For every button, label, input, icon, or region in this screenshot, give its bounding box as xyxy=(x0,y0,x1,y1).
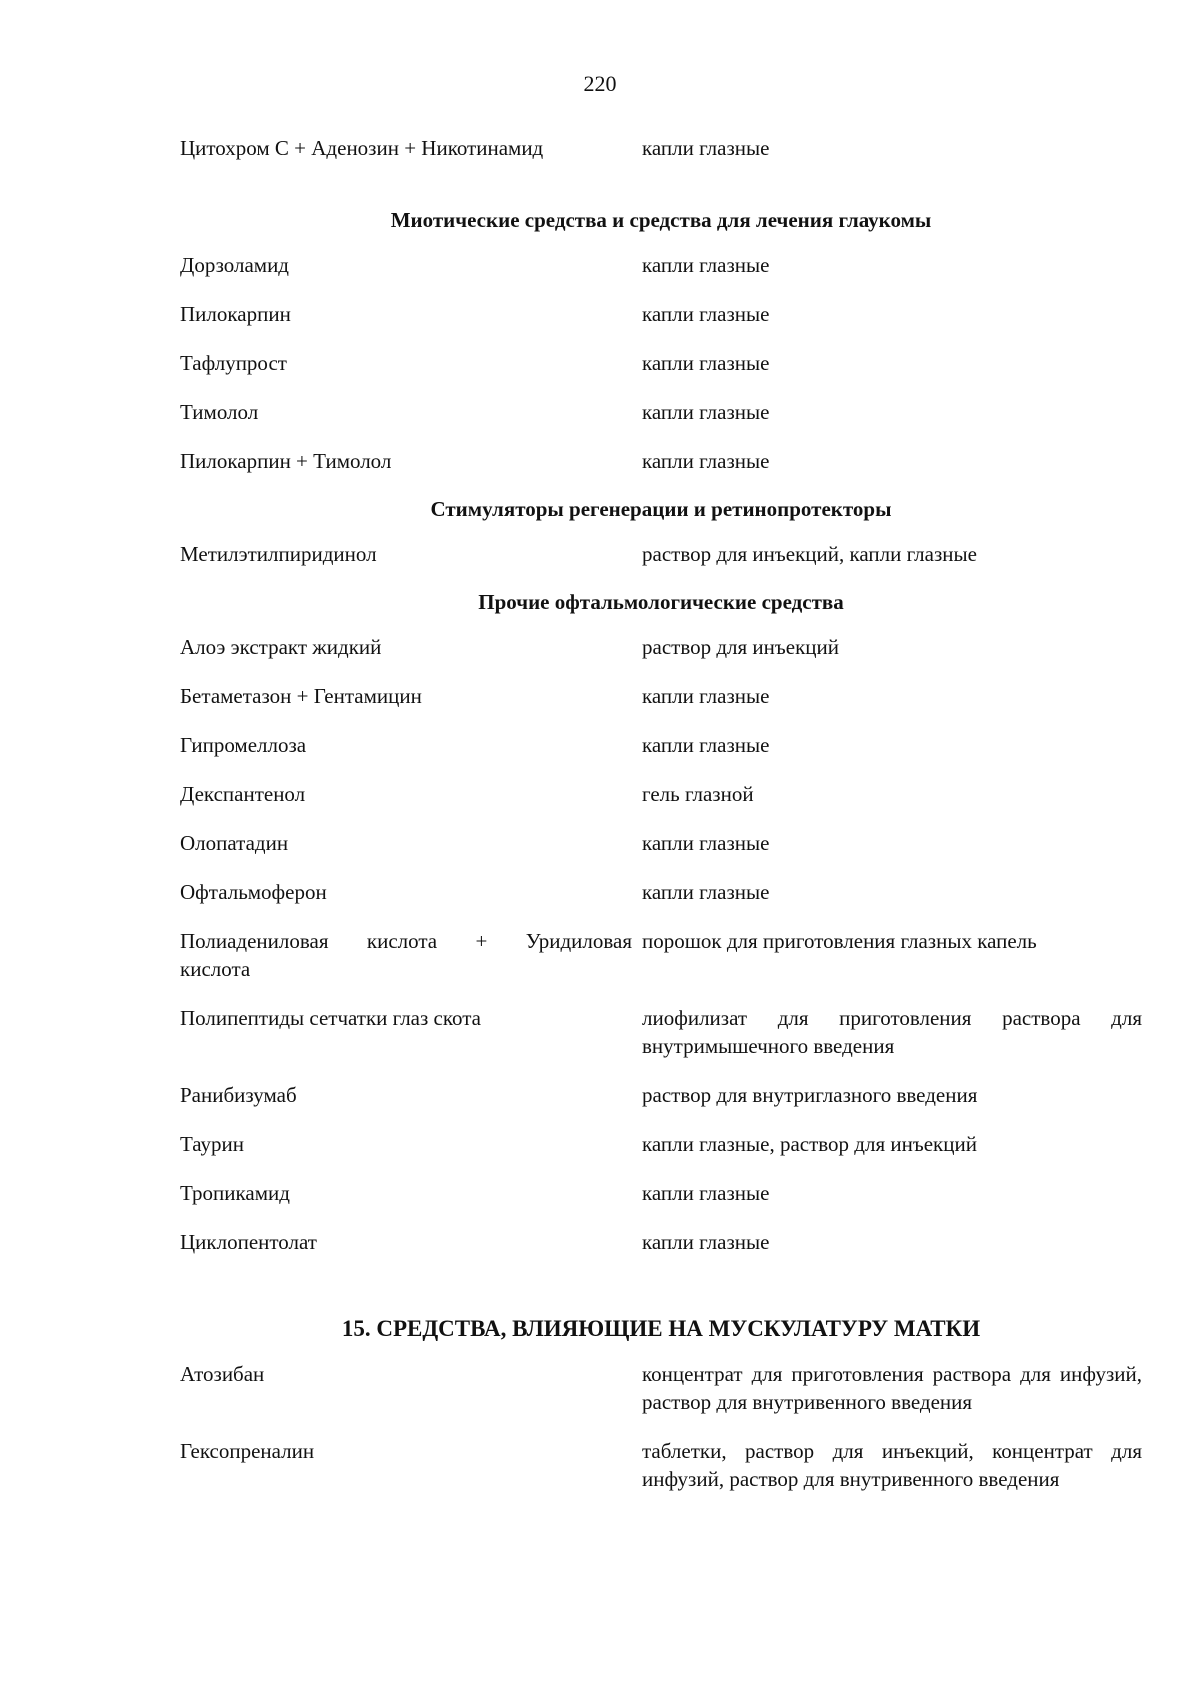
drug-row xyxy=(180,633,1142,661)
drug-name: Метилэтилпиридинол xyxy=(180,542,377,566)
drug-name: Гипромеллоза xyxy=(180,733,307,757)
drug-name: Полипептиды сетчатки глаз скота xyxy=(180,1006,481,1030)
drug-row xyxy=(180,927,1142,983)
drug-name: Декспантенол xyxy=(180,782,306,806)
drug-name: Ранибизумаб xyxy=(180,1083,297,1107)
drug-name: Циклопентолат xyxy=(180,1230,317,1254)
drug-form: капли глазные xyxy=(642,880,770,904)
drug-form: капли глазные xyxy=(642,831,770,855)
drug-name: Пилокарпин + Тимолол xyxy=(180,449,392,473)
drug-name: Тропикамид xyxy=(180,1181,290,1205)
drug-form: раствор для внутриглазного введения xyxy=(642,1083,978,1107)
drug-name: Дорзоламид xyxy=(180,253,289,277)
drug-form: капли глазные xyxy=(642,400,770,424)
drug-row xyxy=(180,1130,1142,1158)
drug-form: капли глазные xyxy=(642,253,770,277)
drug-name: Атозибан xyxy=(180,1362,265,1386)
drug-row xyxy=(180,780,1142,808)
drug-row xyxy=(180,1179,1142,1207)
drug-form: раствор для инъекций, капли глазные xyxy=(642,542,977,566)
chapter-title: 15. СРЕДСТВА, ВЛИЯЮЩИЕ НА МУСКУЛАТУРУ МАТКИ xyxy=(341,1316,981,1341)
drug-row xyxy=(180,682,1142,710)
section-title: Миотические средства и средства для лечения глаукомы xyxy=(390,208,932,232)
drug-row xyxy=(180,349,1142,377)
drug-form: капли глазные xyxy=(642,449,770,473)
drug-row xyxy=(180,1228,1142,1256)
drug-form: капли глазные xyxy=(642,302,770,326)
drug-form: капли глазные xyxy=(642,351,770,375)
drug-row xyxy=(180,540,1142,568)
drug-name-line: Полиадениловая кислота + Уридиловая xyxy=(180,929,632,953)
drug-list xyxy=(180,134,1142,1493)
drug-row xyxy=(180,731,1142,759)
drug-form: капли глазные, раствор для инъекций xyxy=(642,1132,977,1156)
drug-form: капли глазные xyxy=(642,1181,770,1205)
drug-name: Алоэ экстракт жидкий xyxy=(180,635,382,659)
drug-name: Офтальмоферон xyxy=(180,880,327,904)
drug-row xyxy=(180,134,1142,162)
drug-name-line: кислота xyxy=(180,957,251,981)
drug-name: Гексопреналин xyxy=(180,1439,315,1463)
drug-row xyxy=(180,1004,1142,1060)
drug-name: Бетаметазон + Гентамицин xyxy=(180,684,422,708)
drug-row xyxy=(180,1081,1142,1109)
drug-form: капли глазные xyxy=(642,136,770,160)
drug-form: таблетки, раствор для инъекций, концентрат для инфузий, раствор для внутривенного введения xyxy=(642,1439,1142,1491)
drug-form: лиофилизат для приготовления раствора для внутримышечного введения xyxy=(642,1006,1142,1058)
drug-name: Цитохром С + Аденозин + Никотинамид xyxy=(180,136,544,160)
drug-form: гель глазной xyxy=(642,782,754,806)
section-title: Стимуляторы регенерации и ретинопротекторы xyxy=(430,497,892,521)
drug-form: капли глазные xyxy=(642,1230,770,1254)
drug-name xyxy=(180,927,642,983)
drug-row xyxy=(180,1437,1142,1493)
drug-form: капли глазные xyxy=(642,733,770,757)
drug-name: Пилокарпин xyxy=(180,302,291,326)
drug-name: Тимолол xyxy=(180,400,259,424)
drug-name: Олопатадин xyxy=(180,831,289,855)
drug-row xyxy=(180,251,1142,279)
drug-name: Таурин xyxy=(180,1132,245,1156)
drug-row xyxy=(180,829,1142,857)
drug-form: концентрат для приготовления раствора для инфузий, раствор для внутривенного введения xyxy=(642,1362,1142,1414)
section-title: Прочие офтальмологические средства xyxy=(478,590,844,614)
drug-row xyxy=(180,398,1142,426)
page-number: 220 xyxy=(583,71,617,96)
drug-form: раствор для инъекций xyxy=(642,635,839,659)
drug-row xyxy=(180,447,1142,475)
drug-row xyxy=(180,878,1142,906)
drug-row xyxy=(180,1360,1142,1416)
drug-name: Тафлупрост xyxy=(180,351,287,375)
drug-form: капли глазные xyxy=(642,684,770,708)
drug-row xyxy=(180,300,1142,328)
drug-form: порошок для приготовления глазных капель xyxy=(642,929,1037,953)
